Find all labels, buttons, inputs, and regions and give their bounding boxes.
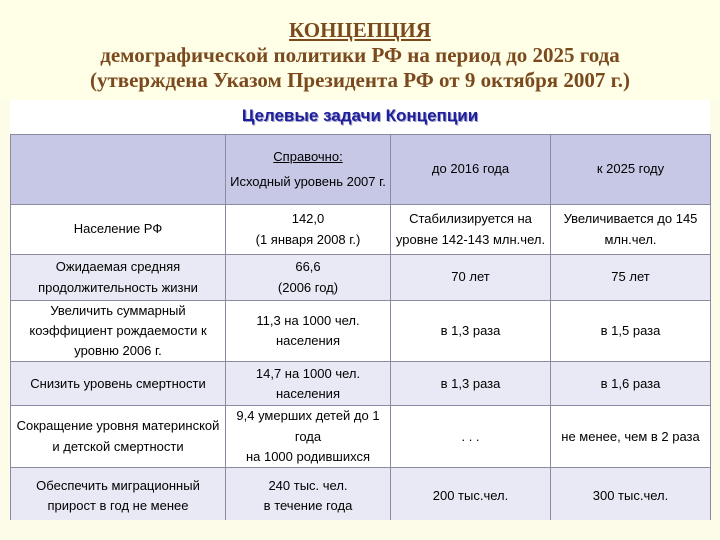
table-row (11, 255, 711, 301)
subtitle: Целевые задачи Концепции (241, 106, 479, 125)
title-line-3: (утверждена Указом Президента РФ от 9 октября 2007 г.) (89, 68, 631, 92)
baseline-note: на 1000 родившихся (245, 448, 371, 464)
row-baseline (226, 255, 391, 301)
baseline-value: 9,4 умерших детей до 1 года (236, 408, 380, 444)
baseline-note: населения (275, 333, 340, 349)
baseline-note: (1 января 2008 г.) (255, 231, 361, 247)
row-baseline (226, 467, 391, 525)
table-row (11, 301, 711, 362)
bottom-band (0, 520, 720, 540)
row-2016: . . . (391, 406, 551, 467)
row-baseline (226, 362, 391, 406)
row-2025: 300 тыс.чел. (551, 467, 711, 525)
header (0, 0, 720, 100)
header-2016-cell: до 2016 года (391, 135, 551, 205)
baseline-value: 240 тыс. чел. (268, 478, 348, 494)
baseline-value: 11,3 на 1000 чел. (256, 313, 360, 329)
table-row (11, 362, 711, 406)
title-concept: КОНЦЕПЦИЯ (289, 18, 431, 42)
baseline-value: 66,6 (295, 259, 321, 275)
row-2025: не менее, чем в 2 раза (551, 406, 711, 467)
row-label: Сокращение уровня материнской и детской смертности (11, 406, 226, 467)
header-empty-cell (11, 135, 226, 205)
row-label: Обеспечить миграционный прирост в год не менее (11, 467, 226, 525)
row-2025: в 1,5 раза (551, 301, 711, 362)
row-baseline (226, 301, 391, 362)
row-2016: в 1,3 раза (391, 362, 551, 406)
row-label: Ожидаемая средняя продолжительность жизни (11, 255, 226, 301)
row-2016: 70 лет (391, 255, 551, 301)
baseline-value: 14,7 на 1000 чел. (255, 365, 361, 381)
row-2025: в 1,6 раза (551, 362, 711, 406)
row-label: Снизить уровень смертности (11, 362, 226, 406)
row-baseline (226, 406, 391, 467)
goals-table (10, 134, 711, 526)
baseline-note: в течение года (263, 498, 353, 514)
title-line-2: демографической политики РФ на период до 2025 года (100, 43, 620, 67)
row-2016: Стабилизируется на уровне 142-143 млн.чел. (391, 205, 551, 255)
goals-table-wrap (10, 134, 710, 516)
row-baseline (226, 205, 391, 255)
row-2025: 75 лет (551, 255, 711, 301)
header-2025-cell: к 2025 году (551, 135, 711, 205)
header-baseline-cell (226, 135, 391, 205)
baseline-note: населения (275, 385, 340, 401)
row-label: Увеличить суммарный коэффициент рождаемости к уровню 2006 г. (11, 301, 226, 362)
table-row (11, 205, 711, 255)
baseline-note: (2006 год) (277, 279, 339, 295)
table-row (11, 406, 711, 467)
reference-label: Справочно: (273, 149, 343, 165)
row-2016: 200 тыс.чел. (391, 467, 551, 525)
table-header-row (11, 135, 711, 205)
row-2016: в 1,3 раза (391, 301, 551, 362)
baseline-value: 142,0 (291, 211, 325, 227)
row-label: Население РФ (11, 205, 226, 255)
baseline-header: Исходный уровень 2007 г. (230, 173, 386, 189)
table-row (11, 467, 711, 525)
row-2025: Увеличивается до 145 млн.чел. (551, 205, 711, 255)
